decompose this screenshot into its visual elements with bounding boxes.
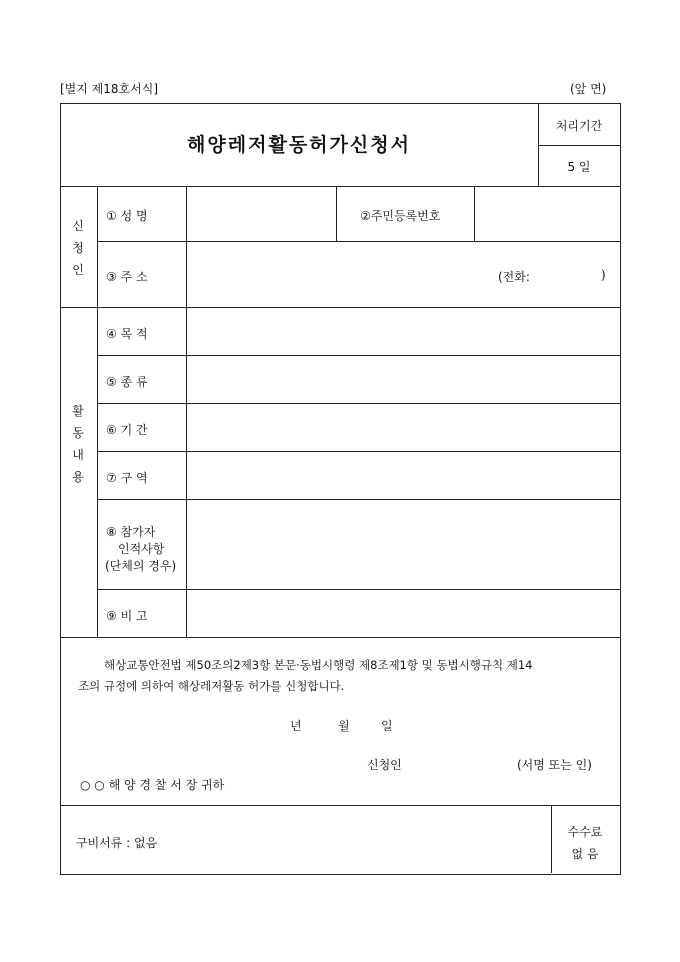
remarks-field[interactable] [190, 594, 614, 632]
participant-label: ⑧ 참가자 [106, 525, 156, 539]
signature-label: (서명 또는 인) [517, 758, 592, 772]
purpose-label: ④ 목 적 [106, 327, 148, 341]
phone-field[interactable] [540, 262, 596, 286]
type-field[interactable] [190, 360, 614, 400]
applicant-sign-label: 신청인 [367, 758, 402, 772]
processing-period-label: 처리기간 [555, 119, 603, 133]
zone-field[interactable] [190, 456, 614, 496]
addressee: ○ ○ 해 양 경 찰 서 장 귀하 [80, 778, 225, 792]
fee-value: 없 음 [571, 847, 599, 861]
zone-label: ⑦ 구 역 [106, 471, 148, 485]
statement-line1: 해상교통안전법 제50조의2제3항 본문·동법시행령 제8조제1항 및 동법시행규칙 제14 [104, 658, 533, 672]
name-field[interactable] [190, 207, 332, 227]
resident-number-field[interactable] [478, 207, 616, 227]
date-year-label: 년 [290, 719, 302, 733]
applicant-section-label: 신청인 [72, 219, 84, 277]
date-month-label: 월 [338, 719, 350, 733]
address-label: ③ 주 소 [106, 270, 148, 284]
type-label: ⑤ 종 류 [106, 375, 148, 389]
purpose-field[interactable] [190, 312, 614, 352]
participant-label-line2: 인적사항 [118, 542, 165, 556]
processing-period-value: 5 일 [567, 160, 591, 174]
date-day-label: 일 [381, 719, 393, 733]
phone-close-paren: ) [601, 268, 606, 282]
period-label: ⑥ 기 간 [106, 423, 148, 437]
period-field[interactable] [190, 408, 614, 448]
name-label: ① 성 명 [106, 209, 148, 223]
participant-field[interactable] [190, 504, 614, 584]
participant-label-line3: (단체의 경우) [105, 559, 177, 573]
page-side-label: (앞 면) [570, 82, 607, 96]
statement-line2: 조의 규정에 의하여 해상레저활동 허가를 신청합니다. [78, 679, 345, 693]
fee-label: 수수료 [567, 825, 603, 839]
phone-label: (전화: [498, 270, 530, 284]
activity-section-label: 활동내용 [72, 404, 84, 484]
form-number: [별지 제18호서식] [60, 82, 158, 96]
form-title: 해양레저활동허가신청서 [187, 134, 411, 156]
resident-number-label: ②주민등록번호 [360, 209, 441, 223]
remarks-label: ⑨ 비 고 [106, 609, 148, 623]
required-documents: 구비서류 : 없음 [76, 836, 158, 850]
address-field[interactable] [190, 262, 490, 286]
